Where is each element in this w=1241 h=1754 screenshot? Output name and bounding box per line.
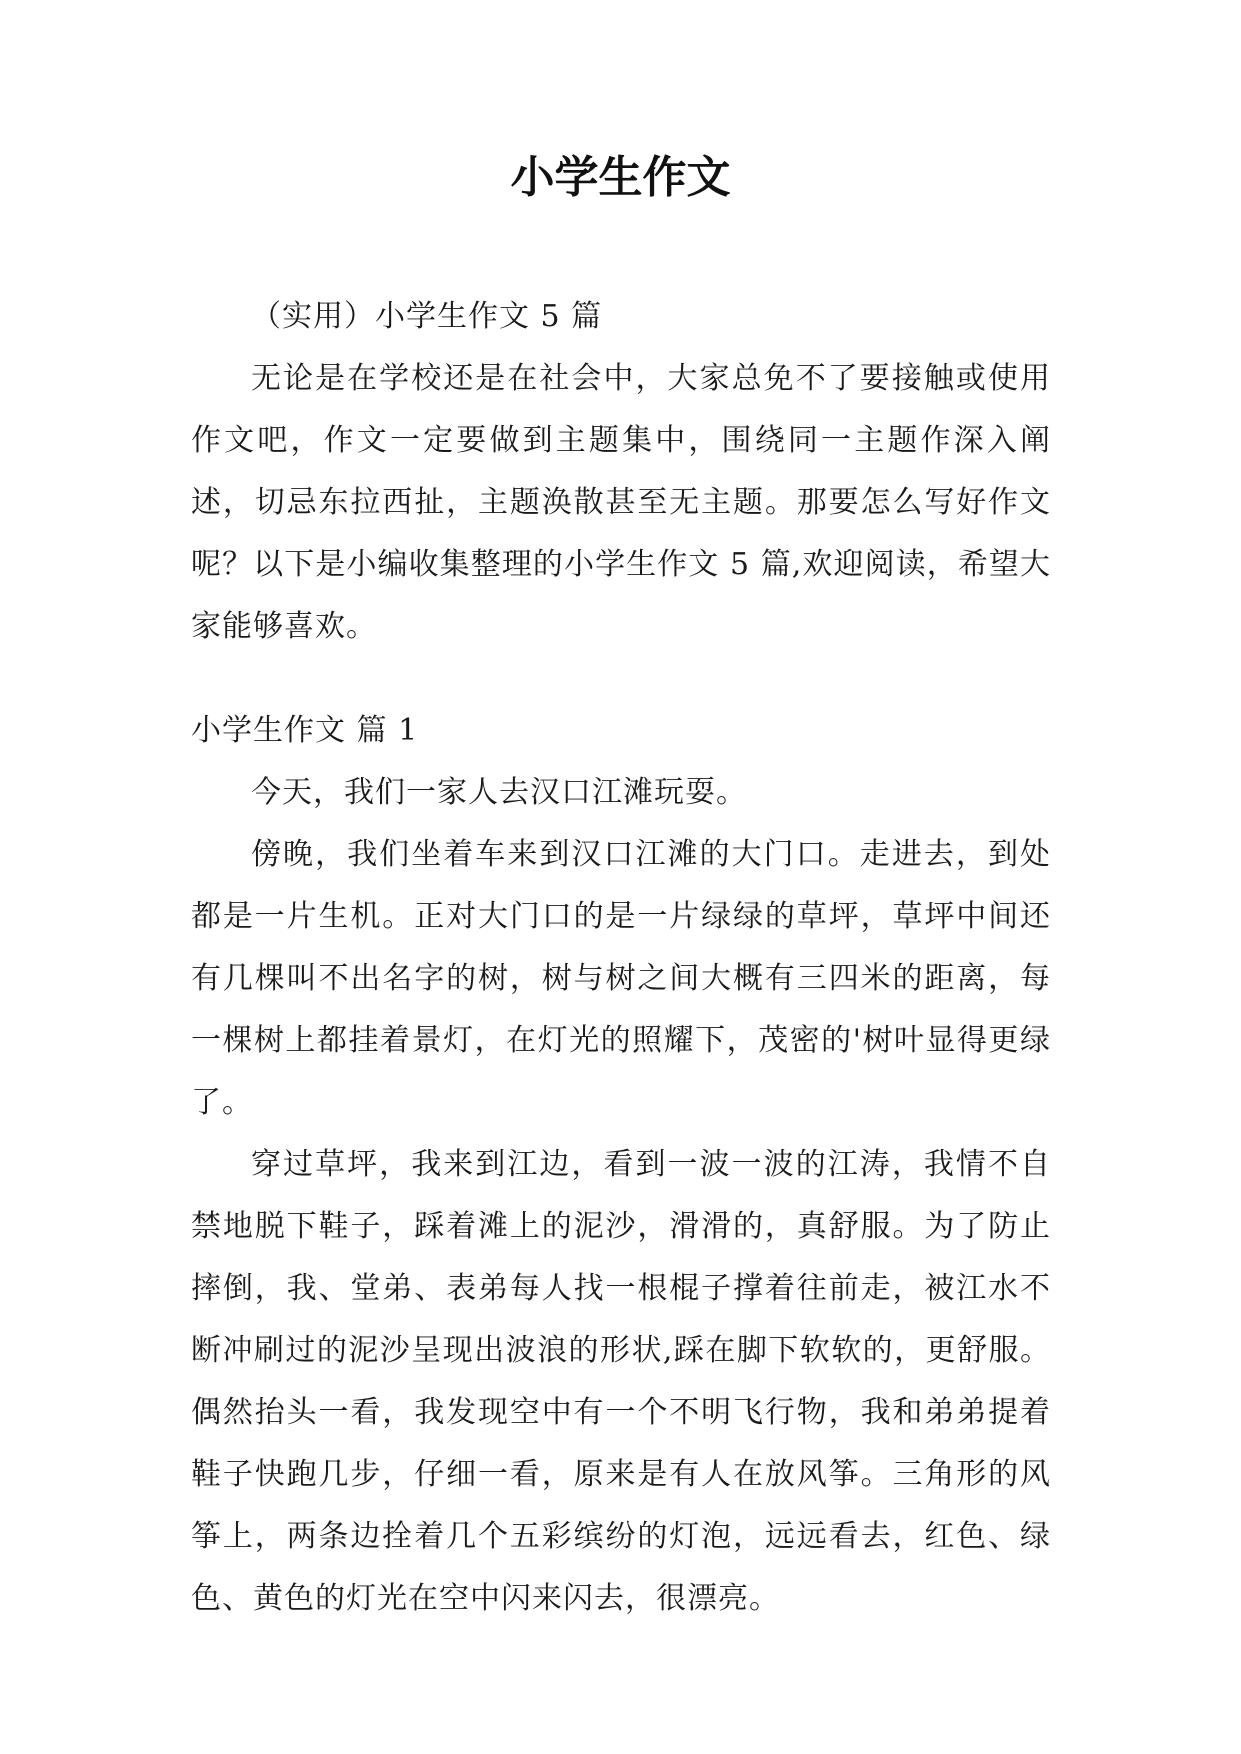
document-body (191, 286, 1051, 1630)
intro-paragraph: 无论是在学校还是在社会中，大家总免不了要接触或使用作文吧，作文一定要做到主题集中，围绕同一主题作深入阐述，切忌东拉西扯，主题涣散甚至无主题。那要怎么写好作文呢？以下是小编收集整理的小学生作文 5 篇,欢迎阅读，希望大家能够喜欢。 (191, 361, 1051, 644)
document-title: 小学生作文 (510, 152, 731, 203)
section-paragraph-3: 穿过草坪，我来到江边，看到一波一波的江涛，我情不自禁地脱下鞋子，踩着滩上的泥沙，滑滑的，真舒服。为了防止摔倒，我、堂弟、表弟每人找一根棍子撑着往前走，被江水不断冲刷过的泥沙呈现出波浪的形状,踩在脚下软软的，更舒服。偶然抬头一看，我发现空中有一个不明飞行物，我和弟弟提着鞋子快跑几步，仔细一看，原来是有人在放风筝。三角形的风筝上，两条边拴着几个五彩缤纷的灯泡，远远看去，红色、绿色、黄色的灯光在空中闪来闪去，很漂亮。 (191, 1147, 1051, 1616)
section-paragraph-2: 傍晚，我们坐着车来到汉口江滩的大门口。走进去，到处都是一片生机。正对大门口的是一片绿绿的草坪，草坪中间还有几棵叫不出名字的树，树与树之间大概有三四米的距离，每一棵树上都挂着景灯，在灯光的照耀下，茂密的'树叶显得更绿了。 (191, 837, 1051, 1120)
section-paragraph-1: 今天，我们一家人去汉口江滩玩耍。 (251, 775, 747, 810)
document-subtitle: （实用）小学生作文 5 篇 (251, 299, 603, 334)
section-heading: 小学生作文 篇 1 (191, 713, 419, 748)
